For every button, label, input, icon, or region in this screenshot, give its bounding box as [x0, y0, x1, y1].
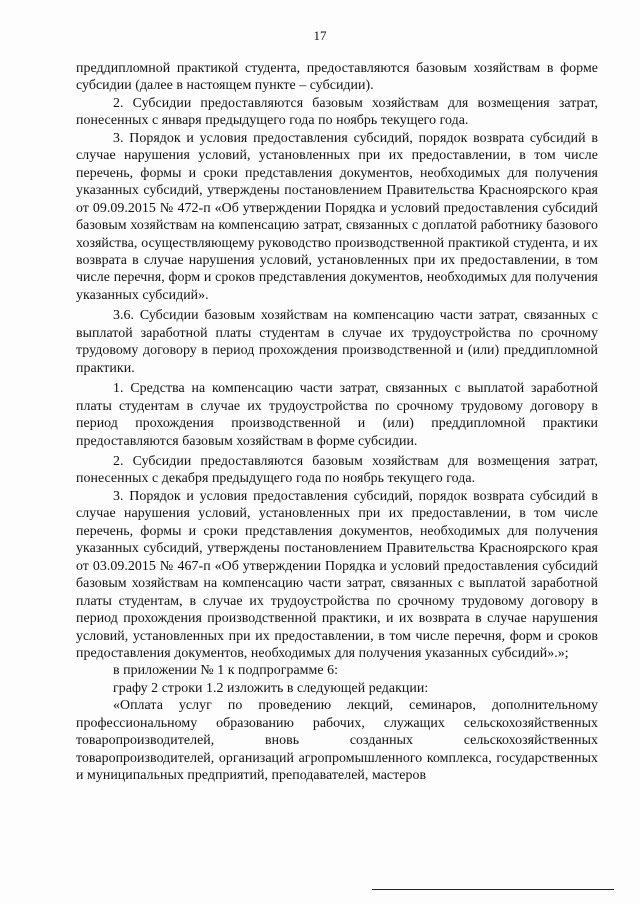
bottom-rule	[372, 889, 614, 890]
paragraph-subsidy-period-december: 2. Субсидии предоставляются базовым хозяйствам для возмещения затрат, понесенных с декабря предыдущего года по ноябрь текущего года.	[76, 453, 598, 487]
document-body	[76, 60, 598, 785]
paragraph-funds: 1. Средства на компенсацию части затрат, связанных с выплатой заработной платы студентам в случае их трудоустройства по срочному трудовому договору в период прохождения производственной и (или) преддипломной практики предоставляются базовым хозяйствам в форме субсидии.	[76, 381, 598, 449]
paragraph-column-2: графу 2 строки 1.2 изложить в следующей редакции:	[113, 680, 429, 696]
paragraph-section-3-6: 3.6. Субсидии базовым хозяйствам на компенсацию части затрат, связанных с выплатой заработной платы студентам в случае их трудоустройства по срочному трудовому договору в период прохождения производственной и (или) преддипломной практики.	[76, 308, 598, 376]
page-number: 17	[313, 28, 327, 43]
paragraph-subsidy-period: 2. Субсидии предоставляются базовым хозяйствам для возмещения затрат, понесенных с января предыдущего года по ноябрь текущего года.	[76, 95, 598, 129]
paragraph-appendix-1: в приложении № 1 к подпрограмме 6:	[113, 663, 338, 679]
paragraph-continuation: преддипломной практикой студента, предоставляются базовым хозяйствам в форме субсидии (далее в настоящем пункте – субсидии).	[76, 61, 598, 94]
paragraph-procedure-467: 3. Порядок и условия предоставления субсидий, порядок возврата субсидий в случае нарушения условий, установленных при их предоставлении, в том числе перечень, формы и сроки представления документов, необходимых для получения указанных субсидий, утверждены постановлением Правительства Красноярского края от 03.09.2015 № 467-п «Об утверждении Порядка и условий предоставления субсидий базовым хозяйствам на компенсацию части затрат, связанных с выплатой заработной платы студентам, в случае их трудоустройства по срочному трудовому договору в период прохождения производственной практики, и их возврата в случае нарушения условий, установленных при их предоставлении, в том числе перечня, форм и сроков предоставления документов, необходимых для получения указанных субсидий».»;	[76, 488, 598, 661]
paragraph-quoted-text: «Оплата услуг по проведению лекций, семинаров, дополнительному профессиональному образованию рабочих, служащих сельскохозяйственных товаропроизводителей, вновь созданных сельскохозяйственных товаропроизводителей, организаций агропромышленного комплекса, государственных и муниципальных предприятий, преподавателей, мастеров	[76, 698, 598, 784]
paragraph-procedure-472: 3. Порядок и условия предоставления субсидий, порядок возврата субсидий в случае нарушения условий, установленных при их предоставлении, в том числе перечень, формы и сроки представления документов, необходимых для получения указанных субсидий, утверждены постановлением Правительства Красноярского края от 09.09.2015 № 472-п «Об утверждении Порядка и условий предоставления субсидий базовым хозяйствам на компенсацию затрат, связанных с доплатой работнику базового хозяйства, осуществляющему руководство производственной практикой студента, и их возврата в случае нарушения условий, установленных при их предоставлении, в том числе перечня, форм и сроков представления документов, необходимых для получения указанных субсидий».	[76, 130, 598, 303]
